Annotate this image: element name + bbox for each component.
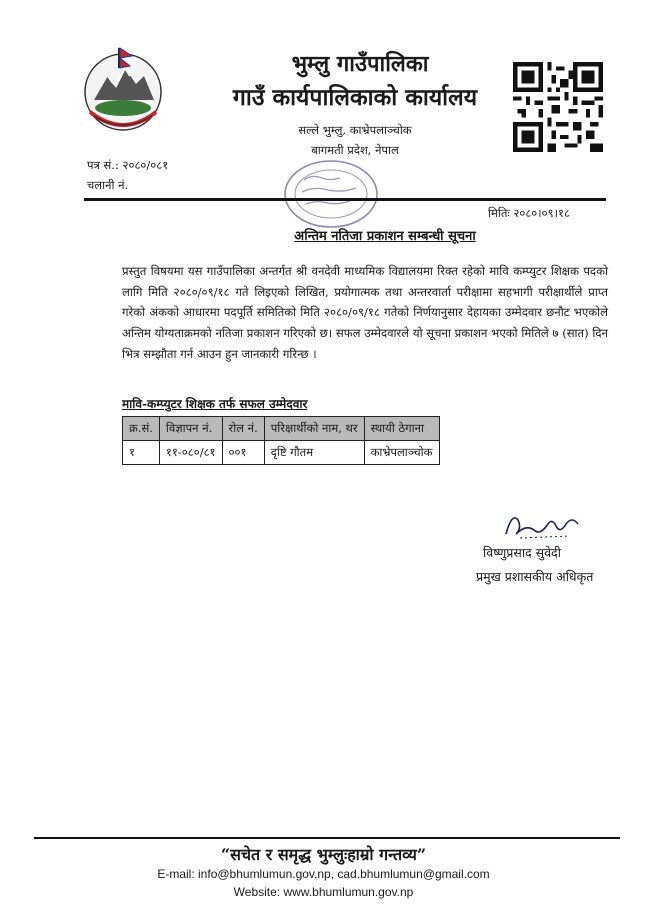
table-header-row: [123, 417, 440, 441]
footer-motto: “सचेत र समृद्ध भुम्लुःहाम्रो गन्तव्य”: [220, 845, 427, 864]
dispatch-number: चलानी नं.: [87, 178, 129, 192]
qr-code-icon: [513, 62, 603, 152]
footer-divider: [34, 837, 620, 839]
cell-roll: ००१: [222, 441, 264, 465]
municipality-name: भुम्लु गाउँपालिका: [291, 51, 429, 77]
footer-email: E-mail: info@bhumlumun.gov.np, cad.bhumlumun@gmail.com: [157, 867, 490, 881]
column-header-serial: क्र.सं.: [123, 417, 160, 441]
table-row: [123, 441, 440, 465]
column-header-address: स्थायी ठेगाना: [364, 417, 439, 441]
column-header-roll: रोल नं.: [222, 417, 264, 441]
letter-date: मितिः २०८०।०९।१८: [488, 206, 570, 220]
header-divider: [84, 198, 606, 201]
column-header-advertisement: विज्ञापन नं.: [159, 417, 222, 441]
results-table: [122, 416, 440, 465]
letter-number: पत्र सं.: २०८०/०८१: [87, 158, 169, 172]
address-line-1: सल्ले भुम्लु, काभ्रेपलाञ्चोक: [298, 123, 412, 137]
address-line-2: बागमती प्रदेश, नेपाल: [311, 143, 399, 157]
office-stamp-icon: [282, 158, 380, 230]
results-section-heading: मावि-कम्प्युटर शिक्षक तर्फ सफल उम्मेदवार: [122, 397, 308, 411]
cell-address: काभ्रेपलाञ्चोक: [364, 441, 439, 465]
office-name: गाउँ कार्यपालिकाको कार्यालय: [232, 84, 478, 111]
footer-website: Website: www.bhumlumun.gov.np: [233, 885, 414, 899]
signatory-name: विष्णुप्रसाद सुवेदी: [483, 545, 561, 560]
column-header-candidate-name: परिक्षार्थीको नाम, थर: [264, 417, 364, 441]
cell-advertisement: ११-०८०/८१: [159, 441, 222, 465]
signatory-designation: प्रमुख प्रशासकीय अधिकृत: [476, 569, 594, 584]
notice-title: अन्तिम नतिजा प्रकाशन सम्बन्धी सूचना: [294, 229, 476, 244]
signature-mark: [500, 508, 588, 544]
cell-candidate-name: दृष्टि गौतम: [264, 441, 364, 465]
notice-body: प्रस्तुत विषयमा यस गाउँपालिका अन्तर्गत श्री वनदेवी माध्यमिक विद्यालयमा रिक्त रहेको मावि कम्प्युटर शिक्षक पदको लागि मिति २०८०/०९/१८ गते लिइएको लिखित, प्रयोगात्मक तथा अन्तरवार्ता परीक्षामा सहभागी परीक्षार्थीले प्राप्त गरेको अंकको आधारमा पदपूर्ति समितिको मिति २०८०/०९/१८ गतेको निर्णयानुसार देहायका उम्मेदवार छनौट भएकोले अन्तिम योग्यताक्रमको नतिजा प्रकाशन गरिएको छ। सफल उम्मेदवारले यो सूचना प्रकाशन भएको मितिले ७ (सात) दिन भित्र सम्झौता गर्न आउन हुन जानकारी गरिन्छ ।: [122, 264, 608, 361]
cell-serial: १: [123, 441, 160, 465]
nepal-emblem-icon: [82, 42, 164, 138]
